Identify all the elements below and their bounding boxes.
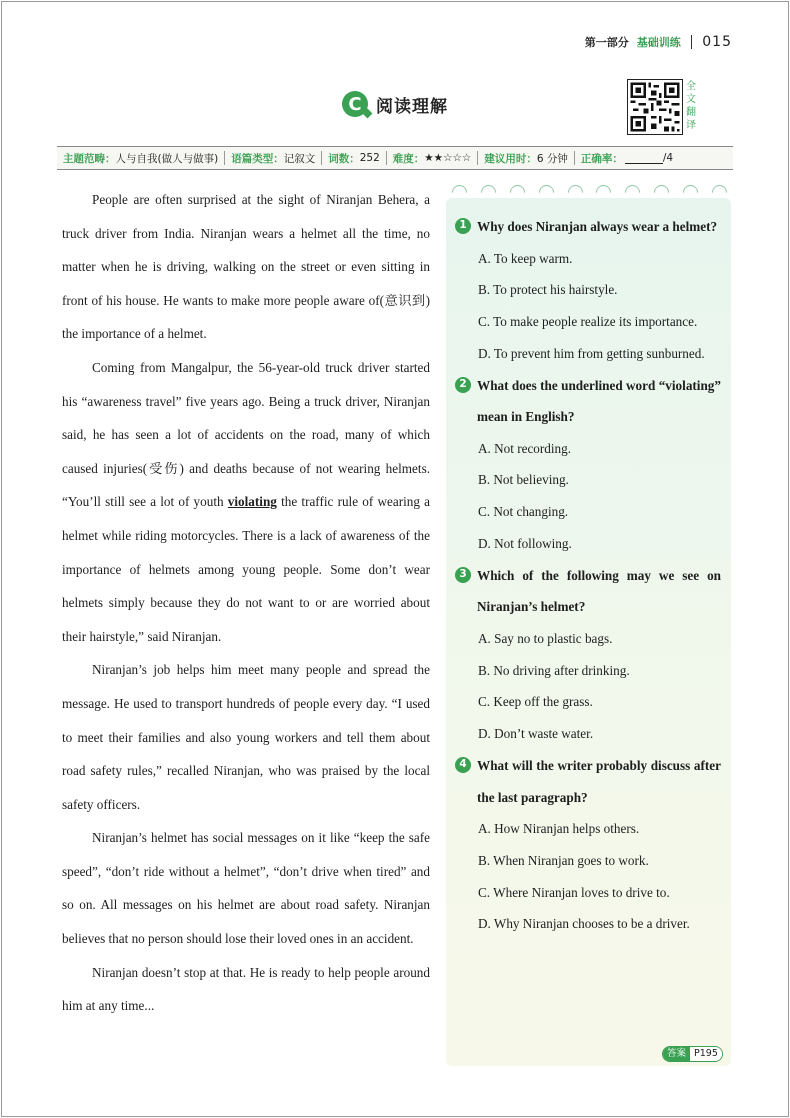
header-divider <box>691 35 693 49</box>
option-1c[interactable]: C. To make people realize its importance. <box>478 314 698 330</box>
question-1 <box>455 211 721 243</box>
ring-icon <box>680 182 701 203</box>
info-topic <box>57 151 225 165</box>
info-topic-key: 主题范畴： <box>63 152 116 165</box>
option-2c[interactable]: C. Not changing. <box>478 504 569 520</box>
qr-label: 全文翻译 <box>686 81 696 131</box>
page-header <box>585 34 732 50</box>
question-text: Which of the following may we see on Niranjan’s helmet? <box>477 567 721 615</box>
question-2 <box>455 370 721 433</box>
option-4c[interactable]: C. Where Niranjan loves to drive to. <box>478 884 670 900</box>
question-number-icon: 1 <box>455 218 471 234</box>
question-3 <box>455 560 721 623</box>
option-3b[interactable]: B. No driving after drinking. <box>478 662 630 678</box>
underlined-word: violating <box>227 494 277 510</box>
question-number-icon: 2 <box>455 377 471 393</box>
paragraph-2-part-b: the traffic rule of wearing a helmet while riding motorcycles. There is a lack of awareness of the importance of helmets among young people. Some don’t wear helmets simply because they do not want to or are worried about their hairstyle,” said Niranjan. <box>62 494 430 644</box>
info-topic-value: 人与自我(做人与做事) <box>115 152 219 165</box>
ring-icon <box>536 182 557 203</box>
answer-reference[interactable] <box>662 1046 723 1062</box>
ring-icon <box>709 182 730 203</box>
questions <box>455 211 721 940</box>
ring-icon <box>507 182 528 203</box>
option-3a[interactable]: A. Say no to plastic bags. <box>478 630 613 646</box>
answer-page: P195 <box>690 1047 722 1061</box>
notebook-rings <box>452 185 727 200</box>
part-label: 第一部分 <box>584 36 629 49</box>
ring-icon <box>593 182 614 203</box>
paragraph-5: Niranjan doesn’t stop at that. He is ready to help people around him at any time... <box>62 964 430 1014</box>
question-text: Why does Niranjan always wear a helmet? <box>477 219 718 234</box>
paragraph-3: Niranjan’s job helps him meet many people and spread the message. He used to transport hundreds of people every day. “I used to meet their families and also young workers and tell them about road safety rules,” recalled Niranjan, who was praised by the local safety officers. <box>62 662 430 812</box>
paragraph-2 <box>62 351 430 653</box>
option-1d[interactable]: D. To prevent him from getting sunburned. <box>478 345 705 361</box>
info-genre <box>225 151 322 165</box>
info-accuracy-value: /4 <box>662 152 674 164</box>
difficulty-stars-icon: ★★☆☆☆ <box>424 152 472 164</box>
info-bar <box>57 146 733 170</box>
qr-code-icon[interactable] <box>627 79 683 135</box>
ring-icon <box>449 182 470 203</box>
info-accuracy-key: 正确率： <box>580 152 623 165</box>
option-2a[interactable]: A. Not recording. <box>478 440 572 456</box>
ring-icon <box>622 182 643 203</box>
info-accuracy <box>575 151 679 165</box>
question-4 <box>455 750 721 813</box>
info-words <box>322 151 387 165</box>
section-title <box>342 91 448 117</box>
option-3d[interactable]: D. Don’t waste water. <box>478 726 594 742</box>
page-number: 015 <box>702 34 732 50</box>
option-4b[interactable]: B. When Niranjan goes to work. <box>478 852 649 868</box>
accuracy-blank[interactable] <box>625 153 663 164</box>
info-words-value: 252 <box>359 152 380 164</box>
section-label: 基础训练 <box>636 36 681 49</box>
paragraph-4: Niranjan’s helmet has social messages on it like “keep the safe speed”, “don’t ride without a helmet”, “don’t drive when tired” and so on. All messages on his helmet are about road safety. Niranjan believes that no person should lose their loved ones in an accident. <box>62 830 430 947</box>
info-time-value: 6 分钟 <box>536 152 568 165</box>
option-1a[interactable]: A. To keep warm. <box>478 250 573 266</box>
ring-icon <box>564 182 585 203</box>
question-text: What does the underlined word “violating” mean in English? <box>477 377 721 425</box>
info-genre-value: 记叙文 <box>283 152 316 165</box>
paragraph-1: People are often surprised at the sight of Niranjan Behera, a truck driver from India. Niranjan wears a helmet all the time, no matter when he is driving, walking on the street or even sitting in front of his house. He wants to make more people aware of(意识到) the importance of a helmet. <box>62 192 430 342</box>
answer-label: 答案 <box>663 1047 690 1061</box>
option-1b[interactable]: B. To protect his hairstyle. <box>478 282 618 298</box>
info-difficulty <box>387 151 479 165</box>
article <box>62 183 430 1023</box>
info-words-key: 词数： <box>328 152 360 165</box>
info-time <box>478 151 575 165</box>
option-4a[interactable]: A. How Niranjan helps others. <box>478 821 640 837</box>
ring-icon <box>478 182 499 203</box>
question-number-icon: 3 <box>455 567 471 583</box>
info-time-key: 建议用时： <box>484 152 537 165</box>
option-3c[interactable]: C. Keep off the grass. <box>478 694 593 710</box>
c-badge-icon: C <box>342 91 368 117</box>
option-4d[interactable]: D. Why Niranjan chooses to be a driver. <box>478 916 690 932</box>
ring-icon <box>651 182 672 203</box>
paragraph-2-part-a: Coming from Mangalpur, the 56-year-old truck driver started his “awareness travel” five years ago. Being a truck driver, Niranjan said, he has seen a lot of accidents on the road, many of which caused injuries(受伤) and deaths because of not wearing helmets. “You’ll still see a lot of youth <box>62 359 430 510</box>
option-2d[interactable]: D. Not following. <box>478 536 572 552</box>
info-difficulty-key: 难度： <box>392 152 425 165</box>
option-2b[interactable]: B. Not believing. <box>478 472 569 488</box>
title-text: 阅读理解 <box>376 96 448 117</box>
question-text: What will the writer probably discuss after the last paragraph? <box>477 758 721 805</box>
info-genre-key: 语篇类型： <box>231 152 284 165</box>
question-number-icon: 4 <box>455 757 471 773</box>
